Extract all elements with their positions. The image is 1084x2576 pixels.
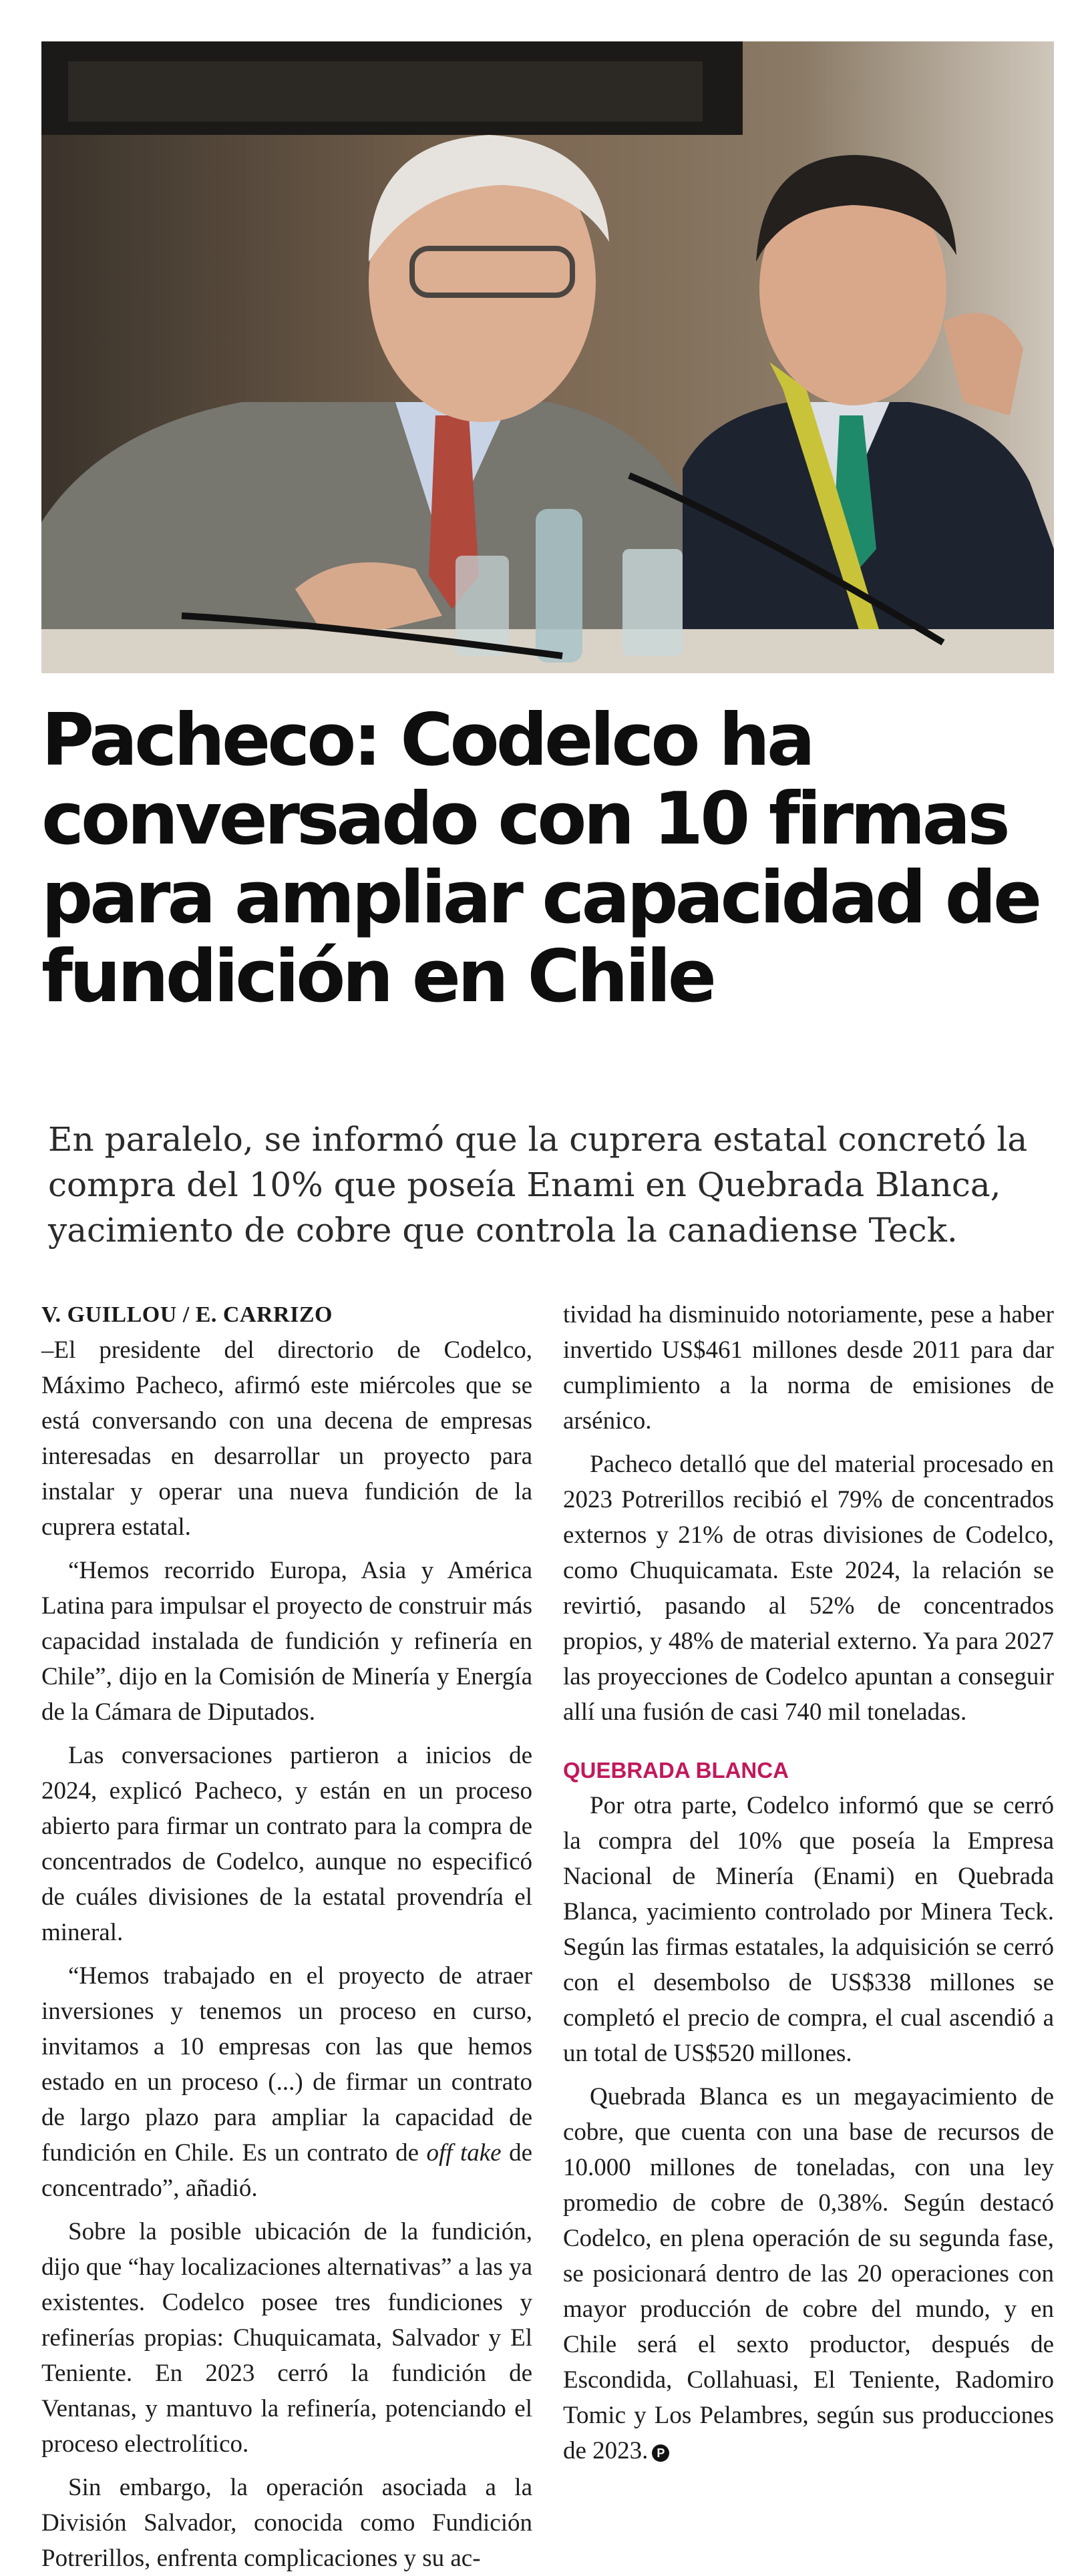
article-paragraph — [41, 1958, 532, 2206]
article-column-right — [563, 1297, 1054, 2468]
article-photo — [41, 41, 1054, 673]
article-paragraph: Sobre la posible ubicación de la fundición, dijo que “hay localizaciones alternativas” a las ya existentes. Codelco posee tres fundiciones y refinerías propias: Chuquicamata, Salvador y El Teniente. En 2023 cerró la fundición de Ventanas, y mantuvo la refinería, potenciando el proceso electrolítico. — [41, 2218, 532, 2458]
final-paragraph-text: Quebrada Blanca es un megayacimiento de cobre, que cuenta con una base de recursos de 10.000 millones de toneladas, con una ley promedio de cobre de 0,38%. Según destacó Codelco, en plena operación de su segunda fase, se posicionará dentro de las 20 operaciones con mayor producción de cobre del mundo, y en Chile será el sexto productor, después de Escondida, Collahuasi, El Teniente, Radomiro Tomic y Los Pelambres, según sus producciones de 2023. — [563, 2083, 1054, 2464]
article-column-left — [41, 1297, 532, 2576]
article-paragraph: Por otra parte, Codelco informó que se cerró la compra del 10% que poseía la Empresa Nacional de Minería (Enami) en Quebrada Blanca, yacimiento controlado por Minera Teck. Según las firmas estatales, la adquisición se cerró con el desembolso de US$338 millones se completó el precio de compra, el cual ascendió a un total de US$520 millones. — [563, 1792, 1054, 2067]
article-paragraph: Las conversaciones partieron a inicios de 2024, explicó Pacheco, y están en un proceso abierto para firmar un contrato para la compra de concentrados de Codelco, aunque no especificó de cuáles divisiones de la estatal provendría el mineral. — [41, 1742, 532, 1946]
article-deck: En paralelo, se informó que la cuprera estatal concretó la compra del 10% que poseía Enami en Quebrada Blanca, yacimiento de cobre que controla la canadiense Teck. — [48, 1120, 1028, 1250]
article-byline: V. GUILLOU / E. CARRIZO — [41, 1302, 333, 1327]
article-headline: Pacheco: Codelco ha conversado con 10 firmas para ampliar capacidad de fundición en Chile — [41, 699, 1039, 1019]
quote-italic: off take — [426, 2139, 502, 2167]
article-end-mark-icon: P — [652, 2444, 669, 2462]
article-paragraph: Sin embargo, la operación asociada a la División Salvador, conocida como Fundición Potrerillos, enfrenta complicaciones y su ac- — [41, 2474, 532, 2572]
photo-illustration — [41, 41, 1054, 673]
article-paragraph: Pacheco detalló que del material procesado en 2023 Potrerillos recibió el 79% de concentrados externos y 21% de otras divisiones de Codelco, como Chuquicamata. Este 2024, la relación se revirtió, pasando al 52% de concentrados propios, y 48% de material externo. Ya para 2027 las proyecciones de Codelco apuntan a conseguir allí una fusión de casi 740 mil toneladas. — [563, 1451, 1054, 1726]
quote-text: “Hemos trabajado en el proyecto de atraer inversiones y tenemos un proceso en curso, invitamos a 10 empresas con las que hemos estado en un proceso (...) de firmar un contrato de largo plazo para ampliar la capacidad de fundición en Chile. Es un contrato de — [41, 1962, 532, 2167]
article-paragraph-continued: tividad ha disminuido notoriamente, pese a haber invertido US$461 millones desde 2011 para dar cumplimiento a la norma de emisiones de arsénico. — [563, 1301, 1054, 1435]
section-subhead: QUEBRADA BLANCA — [563, 1758, 789, 1783]
article-paragraph: “Hemos recorrido Europa, Asia y América Latina para impulsar el proyecto de construir más capacidad instalada de fundición y refinería en Chile”, dijo en la Comisión de Minería y Energía de la Cámara de Diputados. — [41, 1557, 532, 1726]
article-paragraph: –El presidente del directorio de Codelco, Máximo Pacheco, afirmó este miércoles que se está conversando con una decena de empresas interesadas en desarrollar un proyecto para instalar y operar una nueva fundición de la cuprera estatal. — [41, 1336, 532, 1541]
quote-text-end: de concentrado”, añadió. — [41, 2139, 532, 2202]
article-paragraph — [563, 2079, 1054, 2468]
